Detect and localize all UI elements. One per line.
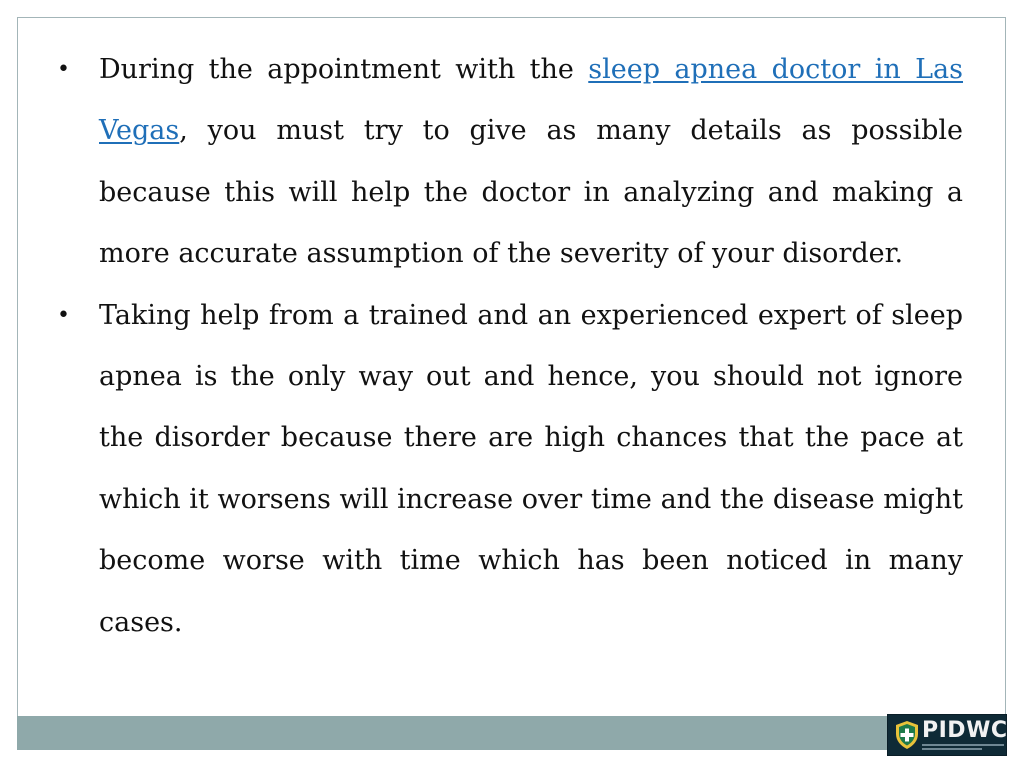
bullet-text-after-link: , you must try to give as many details as possible because this will help the doctor in analyzing and making a more accurate assumption of the severity of your disorder. bbox=[99, 115, 963, 270]
bullet-text: Taking help from a trained and an experienced expert of sleep apnea is the only way out and hence, you should not ignore the disorder because there are high chances that the pace at which it worsens will increase over time and the disease might become worse with time which has been noticed in many cases. bbox=[99, 299, 963, 638]
bullet-icon: • bbox=[57, 57, 70, 82]
bullet-list bbox=[57, 39, 963, 653]
bullet-item-appointment bbox=[57, 39, 963, 285]
bullet-item-expert-help bbox=[57, 285, 963, 653]
bullet-icon: • bbox=[57, 302, 70, 328]
sleep-apnea-doctor-link[interactable]: sleep apnea doctor in Las Vegas bbox=[99, 54, 963, 147]
bullet-text-before-link: During the appointment with the bbox=[99, 54, 589, 85]
logo-tagline-decoration bbox=[922, 744, 1004, 752]
logo-wordmark: PIDWC bbox=[922, 718, 1008, 743]
pidwc-logo bbox=[887, 714, 1007, 756]
slide-content bbox=[57, 39, 963, 653]
footer-bar bbox=[17, 716, 1006, 750]
shield-cross-icon bbox=[894, 720, 920, 750]
